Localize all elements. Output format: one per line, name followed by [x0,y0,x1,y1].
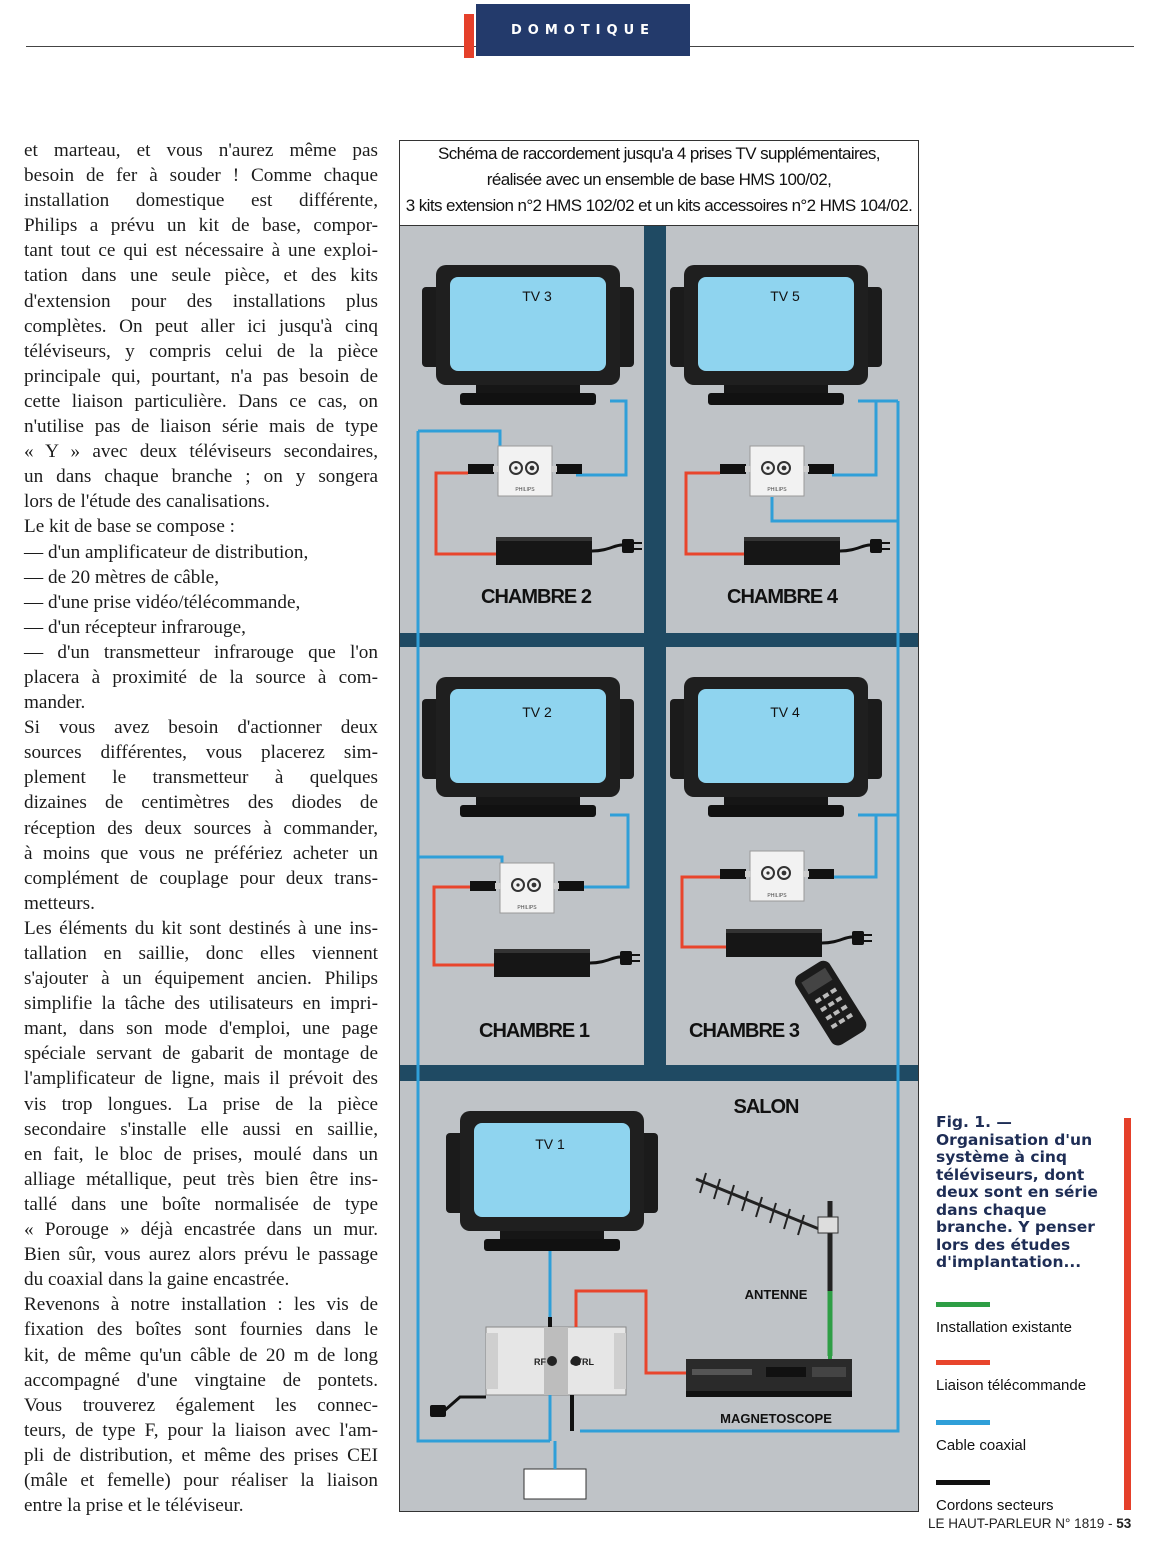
article-line: Le kit de base se compose : [24,516,235,538]
article-line: en fait, le bloc de prises, moulé dans un [24,1143,378,1165]
antenna-icon [696,1173,838,1291]
article-line: dizaines de centimètres des diodes de [24,792,378,814]
ir-link-ch3 [682,877,726,947]
caption-accent-bar [1124,1118,1131,1510]
tv-5 [670,265,882,405]
legend-label: Installation existante [936,1319,1072,1336]
tv-3-label: TV 3 [522,288,552,304]
article-line: teurs, de type F, pour la liaison avec l'am- [24,1419,378,1441]
figure-caption-line: branche. Y penser [936,1218,1095,1236]
wall-horizontal-1 [400,633,918,647]
article-line: — d'un amplificateur de distribution, [24,541,309,563]
article-line: spéciale servant de gabarit de montage de [24,1043,378,1065]
article-line: principale qui, pourtant, n'a pas besoin de [24,365,378,387]
article-line: complément de couplage pour deux trans- [24,867,378,889]
figure-caption-line: deux sont en série [936,1183,1098,1201]
amp-rf-label: RF [534,1357,546,1367]
legend-item [936,1302,1072,1336]
figure-caption-line: d'implantation... [936,1253,1082,1271]
article-line: mander. [24,692,86,714]
article-body [24,138,378,1518]
page-number: 53 [1116,1516,1132,1531]
section-title: DOMOTIQUE [510,22,656,38]
wall-horizontal-2 [400,1065,918,1081]
distribution-amplifier [486,1327,626,1395]
article-line: fixation des boîtes sont fournies dans le [24,1319,378,1341]
article-line: besoin de fer à souder ! Comme chaque [24,165,378,187]
legend-item [936,1420,1026,1454]
room-label-chambre-1: CHAMBRE 1 [479,1020,589,1042]
article-line: tallé dans une boîte normalisée de type [24,1193,378,1215]
ir-receiver-ch1 [494,949,640,977]
article-line: « Y » avec deux téléviseurs secondaires, [24,441,378,463]
article-line: tation dans une seule pièce, et des kits [24,265,378,287]
legend-swatch [936,1480,990,1485]
article-line: — de 20 mètres de câble, [24,566,219,588]
figure-title-line-2: réalisée avec un ensemble de base HMS 100/02, [486,170,832,189]
figure-caption-line: téléviseurs, dont [936,1165,1085,1184]
coax-feed-ch1 [418,857,502,863]
article-line: tallation en saillie, donc elles viennent [24,943,378,964]
article-line: vis trop longues. La prise de la pièce [24,1093,378,1115]
article-line: « Porouge » déjà encastrée dans un mur. [24,1219,378,1241]
figure-caption-line: système à cinq [936,1148,1068,1166]
ir-receiver-ch3 [726,929,872,957]
article-line: l'amplificateur de ligne, mais il prévoit des [24,1068,378,1090]
article-line: Bien sûr, vous aurez alors prévu le passage [24,1244,378,1266]
figure-caption-line: dans chaque [936,1200,1047,1219]
figure-title [400,141,918,226]
tv-5-label: TV 5 [770,288,800,304]
legend-item [936,1360,1086,1394]
amp-power-cord [444,1397,486,1411]
tv-1 [446,1111,658,1251]
article-line: téléviseurs, y compris celui de la pièce [24,340,378,362]
article-line: Si vous avez besoin d'actionner deux [24,717,378,739]
amp-power-plug [430,1405,446,1417]
figure-caption-line: lors des études [936,1235,1071,1254]
article-line: tant tout ce qui est nécessaire à une exploi- [24,240,378,262]
article-line: — d'un transmetteur infrarouge que l'on [24,641,378,663]
article-line: — d'une prise vidéo/télécommande, [24,591,301,613]
article-line: placera à proximité de la source à com- [24,666,378,688]
article-line: entre la prise et le téléviseur. [24,1495,244,1517]
article-line: lors de l'étude des canalisations. [24,491,270,513]
article-line: Revenons à notre installation : les vis de [24,1294,378,1316]
figure-title-line-1: Schéma de raccordement jusqu'a 4 prises TV supplémentaires, [438,144,880,163]
brand-label-ch1: PHILIPS [517,905,537,911]
tv-2-label: TV 2 [522,704,552,720]
legend-item [936,1480,1054,1514]
page-footer [928,1516,1131,1531]
article-line: simplifie la tâche des utilisateurs en impri- [24,993,378,1015]
article-line: un dans chaque branche ; on y songera [24,466,378,488]
tv-4-label: TV 4 [770,704,800,720]
figure-caption-line: Fig. 1. — [936,1113,1012,1131]
publication-name: LE HAUT-PARLEUR N° 1819 - [928,1516,1113,1531]
ir-link-ch1 [434,887,494,965]
article-line: pli de distribution, et même des prises CEI [24,1444,378,1466]
article-line: Vous trouverez également les connec- [24,1394,378,1416]
article-line: s'ajouter à un équipement ancien. Philips [24,968,378,990]
coax-tv2 [580,815,628,887]
coax-tv5 [832,401,876,475]
tv-2 [422,677,634,817]
article-line: Les éléments du kit sont destinés à une ins- [24,917,378,939]
wiring-diagram-figure [399,140,919,1512]
brand-label-ch3: PHILIPS [767,893,787,899]
vcr-label: MAGNETOSCOPE [720,1411,832,1426]
legend-label: Cordons secteurs [936,1497,1054,1514]
article-line: installation domestique est différente, [24,190,378,212]
room-label-chambre-4: CHAMBRE 4 [727,586,837,608]
article-line: plement le transmetteur à quelques [24,767,378,789]
brand-label-ch4: PHILIPS [767,487,787,493]
antenna-label: ANTENNE [744,1287,808,1302]
article-line: kit, de même qu'un câble de 20 m de long [24,1344,378,1366]
ir-receiver-ch2 [496,537,642,565]
wiring-diagram [400,141,918,1511]
article-line: accompagné d'une vingtaine de pontets. [24,1369,378,1391]
article-line: mant, dans son mode d'emploi, une page [24,1018,378,1040]
article-line: — d'un récepteur infrarouge, [24,616,246,638]
ir-receiver-ch4 [744,537,890,565]
article-line: cette liaison particulière. Dans ce cas, on [24,390,378,412]
coax-tv4 [832,815,876,877]
room-label-salon: SALON [733,1096,799,1118]
legend-swatch [936,1360,990,1365]
legend-swatch [936,1420,990,1425]
article-line: Philips a prévu un kit de base, compor- [24,215,378,237]
article-line: metteurs. [24,892,95,914]
article-line: complètes. On peut aller ici jusqu'à cinq [24,315,378,337]
ir-link-ch4 [686,473,744,554]
article-line: secondaire s'installe elle aussi en saillie, [24,1118,378,1140]
header-accent [464,14,474,58]
article-line: et marteau, et vous n'aurez même pas [24,140,378,161]
vcr [686,1359,852,1397]
figure-caption [936,1114,1106,1272]
section-header [476,4,690,56]
coax-tv3 [576,401,626,475]
ir-link-ch2 [436,473,496,554]
article-line: d'extension pour des installations plus [24,290,378,312]
amp-ctrl-label: CTRL [570,1357,594,1367]
tv-1-label: TV 1 [535,1136,565,1152]
coax-ch4-down [772,497,898,521]
figure-caption-line: Organisation d'un [936,1130,1093,1149]
article-line: n'utilise pas de liaison série mais de type [24,416,378,438]
room-label-chambre-2: CHAMBRE 2 [481,586,591,608]
article-line: alliage métallique, peut très bien être ins- [24,1168,378,1190]
legend-label: Liaison télécommande [936,1377,1087,1394]
room-label-chambre-3: CHAMBRE 3 [689,1020,799,1042]
remote-control-icon [792,958,869,1049]
tv-4 [670,677,882,817]
article-line: à moins que vous ne préfériez acheter un [24,842,378,864]
article-line: du coaxial dans la gaine encastrée. [24,1269,290,1291]
brand-label-ch2: PHILIPS [515,487,535,493]
article-line: sources différentes, vous placerez sim- [24,742,378,764]
junction-box [524,1469,586,1499]
article-line: (mâle et femelle) pour réaliser la liaison [24,1469,378,1491]
legend-swatch [936,1302,990,1307]
article-line: réception des deux sources à commander, [24,817,378,839]
tv-3 [422,265,634,405]
figure-title-line-3: 3 kits extension n°2 HMS 102/02 et un kits accessoires n°2 HMS 104/02. [405,196,913,215]
coax-feed-ch2 [418,431,500,453]
legend-label: Cable coaxial [936,1437,1027,1454]
